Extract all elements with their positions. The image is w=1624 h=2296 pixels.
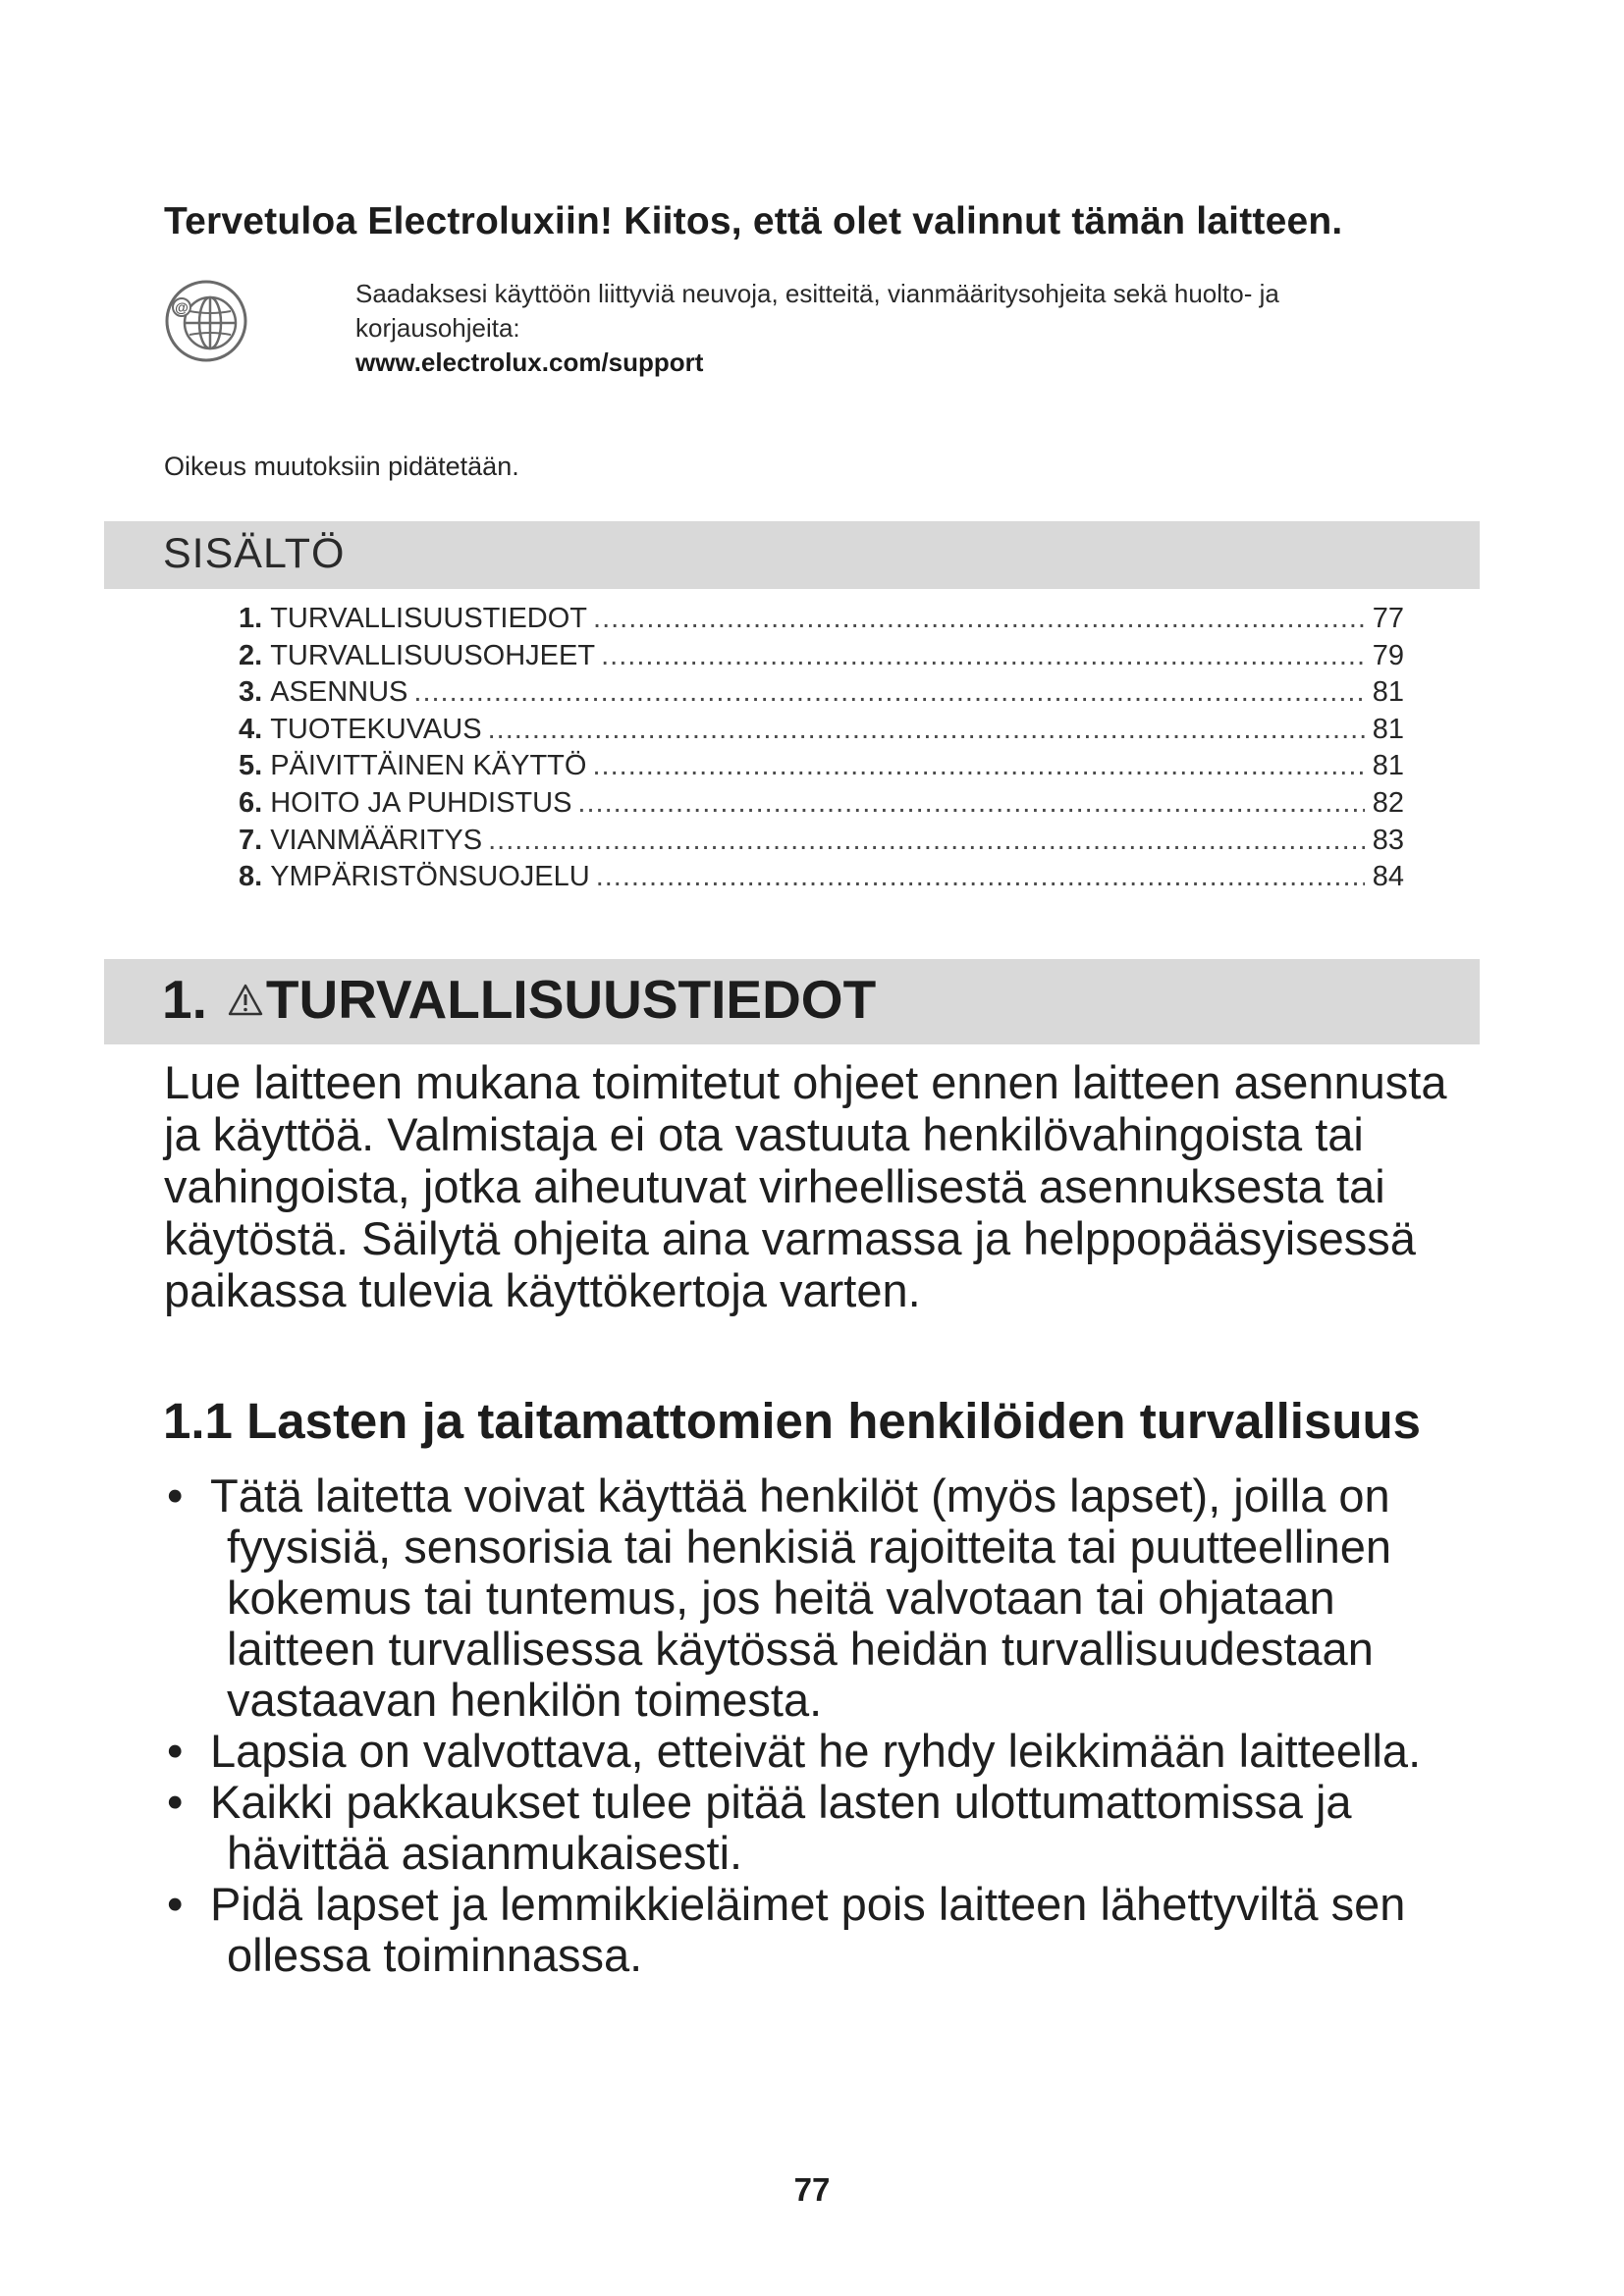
toc-item-page: 82 [1372,786,1404,819]
toc-leader-dots [601,640,1365,672]
toc-leader-dots [413,676,1365,709]
list-item [164,1879,1480,1981]
toc-leader-dots [592,750,1365,782]
toc-item-label: PÄIVITTÄINEN KÄYTTÖ [270,750,587,782]
support-info [355,277,1435,380]
toc-item[interactable] [239,861,1404,898]
bullet-text: • Pidä lapset ja lemmikkieläimet pois laitteen lähettyviltä sen ollessa toiminnassa. [210,1878,1406,1981]
toc-item-number: 1. [239,603,263,634]
section-title-text: TURVALLISUUSTIEDOT [265,969,877,1030]
toc-item[interactable] [239,676,1404,714]
toc-item-label: YMPÄRISTÖNSUOJELU [270,861,590,893]
toc-item-page: 83 [1372,824,1404,856]
toc-item[interactable] [239,714,1404,751]
page-number: 77 [793,2171,831,2208]
toc-item[interactable] [239,640,1404,677]
warning-triangle-icon [207,968,266,1031]
toc-item-label: ASENNUS [270,676,408,709]
bullet-text: • Kaikki pakkaukset tulee pitää lasten ulottumattomissa ja hävittää asianmukaisesti. [210,1776,1352,1879]
toc-item[interactable] [239,750,1404,787]
toc-item-label: TUOTEKUVAUS [270,713,482,745]
toc-item-number: 4. [239,713,263,745]
welcome-heading: Tervetuloa Electroluxiin! Kiitos, että olet valinnut tämän laitteen. [164,200,1343,242]
globe-at-icon [163,278,249,364]
toc-leader-dots [593,603,1365,635]
toc-item-label: TURVALLISUUSTIEDOT [270,603,588,634]
toc-leader-dots [488,714,1365,746]
svg-text:@: @ [175,299,189,315]
toc-leader-dots [488,825,1365,857]
toc-item[interactable] [239,787,1404,825]
toc-item-page: 81 [1372,750,1404,782]
support-link[interactable]: www.electrolux.com/support [355,347,704,377]
toc-item[interactable] [239,603,1404,640]
list-item [164,1470,1480,1726]
safety-bullet-list [164,1470,1480,1981]
toc-item-number: 2. [239,639,263,671]
toc-item[interactable] [239,825,1404,862]
toc-item-label: VIANMÄÄRITYS [270,824,483,856]
toc-item-label: TURVALLISUUSOHJEET [270,639,596,671]
toc-item-label: HOITO JA PUHDISTUS [270,786,572,819]
toc-item-number: 8. [239,861,263,893]
rights-notice: Oikeus muutoksiin pidätetään. [164,452,519,481]
intro-paragraph: Lue laitteen mukana toimitetut ohjeet ennen laitteen asennusta ja käyttöä. Valmistaja ei ota vastuuta henkilövahingoista tai vahingoista, jotka aiheutuvat virheellisestä asennuksesta tai käytöstä. Säilytä ohjeita aina varmassa ja helppopääsyisessä paikassa tulevia käyttökertoja varten. [164,1056,1447,1316]
support-text: Saadaksesi käyttöön liittyviä neuvoja, esitteitä, vianmääritysohjeita sekä huolto- ja korjausohjeita: [355,279,1279,343]
list-item [164,1777,1480,1879]
toc-item-page: 84 [1372,861,1404,893]
toc-item-page: 81 [1372,713,1404,745]
toc-item-number: 6. [239,786,263,819]
toc-item-page: 77 [1372,603,1404,634]
bullet-text: • Tätä laitetta voivat käyttää henkilöt (myös lapset), joilla on fyysisiä, sensorisia tai henkisiä rajoitteita tai puutteellinen kokemus tai tuntemus, jos heitä valvotaan tai ohjataan laitteen turvallisessa käytössä heidän turvallisuudestaan vastaavan henkilön toimesta. [210,1469,1392,1726]
toc-item-page: 79 [1372,639,1404,671]
section-title [162,968,876,1031]
toc-item-number: 3. [239,676,263,709]
list-item [164,1726,1480,1777]
toc-item-page: 81 [1372,676,1404,709]
bullet-text: • Lapsia on valvottava, etteivät he ryhdy leikkimään laitteella. [210,1725,1422,1777]
table-of-contents [239,603,1404,898]
section-number: 1. [162,969,207,1030]
toc-title: SISÄLTÖ [163,530,346,577]
toc-item-number: 7. [239,824,263,856]
toc-leader-dots [596,861,1365,893]
subsection-title: 1.1 Lasten ja taitamattomien henkilöiden turvallisuus [163,1393,1422,1449]
toc-leader-dots [577,787,1365,820]
toc-item-number: 5. [239,750,263,782]
